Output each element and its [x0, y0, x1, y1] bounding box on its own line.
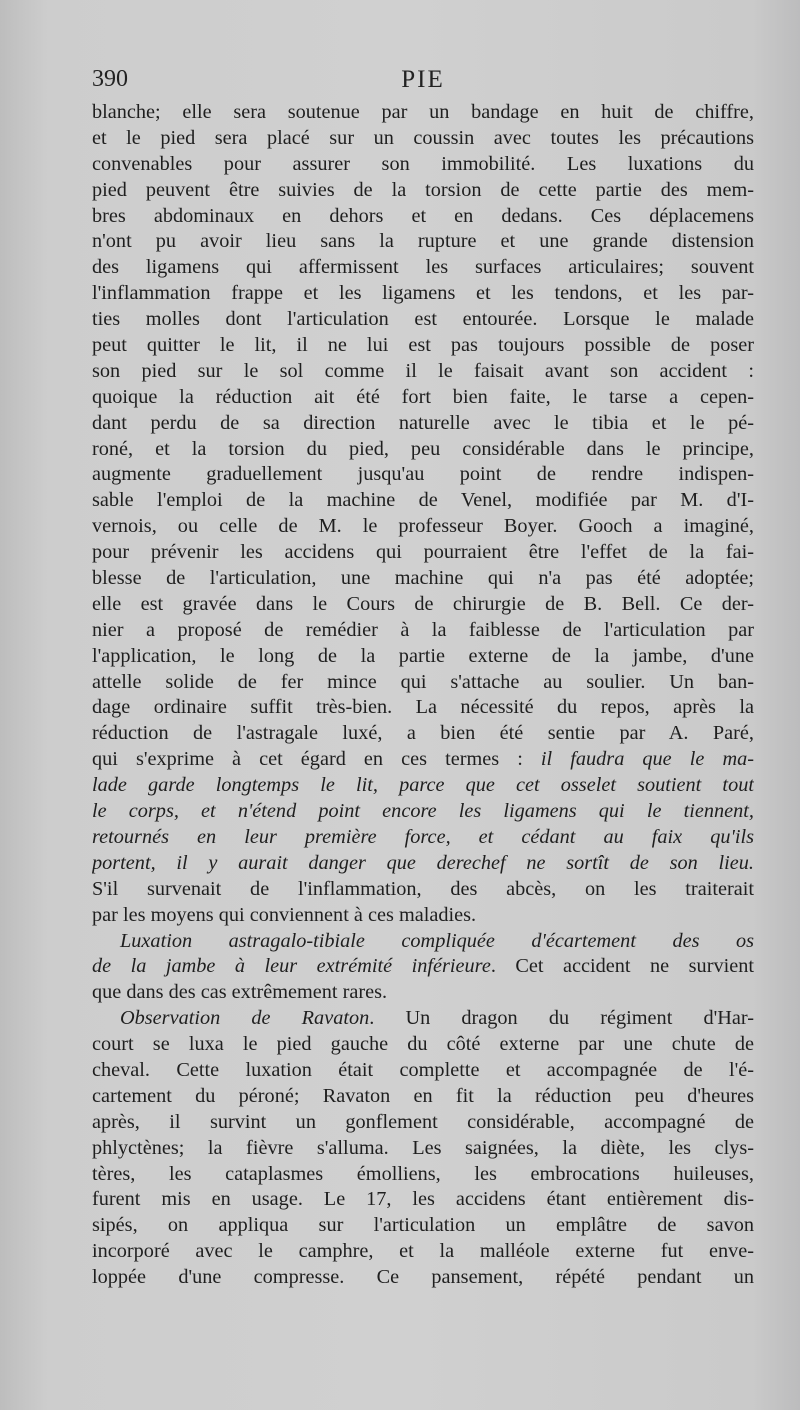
text-run: blanche; elle sera soutenue par un bandage en huit de chiffre, [92, 101, 754, 123]
text-run: peut quitter le lit, il ne lui est pas toujours possible de poser [92, 334, 754, 357]
text-run: nier a proposé de remédier à la faiblesse de l'articulation par [92, 618, 754, 641]
text-run: vernois, ou celle de M. le professeur Boyer. Gooch a imaginé, [92, 515, 754, 538]
text-line [92, 333, 754, 359]
text-run: attelle solide de fer mince qui s'attache au soulier. Un ban- [92, 670, 754, 693]
text-line [92, 514, 754, 540]
text-run: phlyctènes; la fièvre s'alluma. Les saignées, la diète, les clys- [92, 1136, 754, 1159]
text-run: quoique la réduction ait été fort bien faite, le tarse a cepen- [92, 385, 754, 408]
text-line [92, 980, 754, 1006]
body-text [92, 100, 754, 1291]
text-run: que dans des cas extrêmement rares. [92, 981, 388, 1004]
text-run: furent mis en usage. Le 17, les accidens étant entièrement dis- [92, 1188, 754, 1211]
text-line [92, 644, 754, 670]
italic-text: le corps, et n'étend point encore les ligamens qui le tiennent, [92, 800, 754, 823]
text-line [92, 1110, 754, 1136]
text-line [92, 877, 754, 903]
text-line [92, 566, 754, 592]
text-line [92, 462, 754, 488]
text-line [92, 721, 754, 747]
text-run: S'il survenait de l'inflammation, des abcès, on les traiterait [92, 877, 754, 900]
text-line [92, 229, 754, 255]
italic-text: Observation de Ravaton [120, 1007, 370, 1030]
text-run: roné, et la torsion du pied, peu considérable dans le principe, [92, 437, 754, 460]
text-line [92, 281, 754, 307]
text-line [92, 799, 754, 825]
text-line [92, 618, 754, 644]
text-run: augmente graduellement jusqu'au point de rendre indispen- [92, 463, 754, 486]
text-line [92, 1136, 754, 1162]
text-run: . Un dragon du régiment d'Har- [369, 1007, 754, 1030]
running-title: PIE [401, 66, 445, 93]
text-run: pied peuvent être suivies de la torsion de cette partie des mem- [92, 178, 754, 201]
text-run: cartement du péroné; Ravaton en fit la réduction peu d'heures [92, 1084, 754, 1107]
text-line [92, 1084, 754, 1110]
text-run: des ligamens qui affermissent les surfaces articulaires; souvent [92, 256, 754, 279]
text-line [92, 670, 754, 696]
text-line [92, 903, 754, 929]
text-line [92, 411, 754, 437]
text-line [92, 488, 754, 514]
text-line [92, 1058, 754, 1084]
text-run: dant perdu de sa direction naturelle avec le tibia et le pé- [92, 411, 754, 434]
text-line [92, 773, 754, 799]
text-line [92, 1239, 754, 1265]
text-run: sipés, on appliqua sur l'articulation un emplâtre de savon [92, 1214, 754, 1237]
text-run: et le pied sera placé sur un coussin avec toutes les précautions [92, 126, 754, 149]
text-line [92, 385, 754, 411]
text-line [92, 1032, 754, 1058]
italic-text: il faudra que le ma- [540, 748, 754, 771]
text-line [92, 851, 754, 877]
text-run: incorporé avec le camphre, et la malléole externe fut enve- [92, 1240, 754, 1263]
italic-text: lade garde longtemps le lit, parce que cet osselet soutient tout [92, 774, 754, 797]
text-run: cheval. Cette luxation était complette et accompagnée de l'é- [92, 1058, 754, 1081]
text-run: elle est gravée dans le Cours de chirurgie de B. Bell. Ce der- [92, 592, 754, 615]
text-run: l'inflammation frappe et les ligamens et les tendons, et les par- [92, 282, 754, 305]
text-run: . Cet accident ne survient [490, 955, 754, 978]
text-run: pour prévenir les accidens qui pourraient être l'effet de la fai- [92, 541, 754, 564]
text-run: ties molles dont l'articulation est entourée. Lorsque le malade [92, 308, 754, 331]
text-line [92, 178, 754, 204]
text-line [92, 1187, 754, 1213]
text-run: convenables pour assurer son immobilité. Les luxations du [92, 152, 754, 175]
text-line [92, 1162, 754, 1188]
text-line [92, 695, 754, 721]
text-line [92, 255, 754, 281]
italic-text: retournés en leur première force, et cédant au faix qu'ils [92, 825, 754, 848]
text-run: loppée d'une compresse. Ce pansement, répété pendant un [92, 1266, 754, 1289]
text-run: réduction de l'astragale luxé, a bien été sentie par A. Paré, [92, 722, 754, 745]
text-line [92, 1213, 754, 1239]
page-number: 390 [92, 66, 128, 92]
text-line [92, 359, 754, 385]
text-run: dage ordinaire suffit très-bien. La nécessité du repos, après la [92, 696, 754, 719]
text-line [92, 954, 754, 980]
text-run: par les moyens qui conviennent à ces maladies. [92, 903, 477, 926]
text-line [92, 747, 754, 773]
italic-text: portent, il y aurait danger que derechef ne sortît de son lieu. [92, 851, 754, 874]
text-line [92, 1265, 754, 1291]
text-line [92, 126, 754, 152]
text-line [92, 1006, 754, 1032]
text-run: bres abdominaux en dehors et en dedans. Ces déplacemens [92, 204, 754, 227]
text-line [92, 592, 754, 618]
text-run: l'application, le long de la partie externe de la jambe, d'une [92, 644, 754, 667]
text-run: sable l'emploi de la machine de Venel, modifiée par M. d'I- [92, 489, 754, 512]
italic-text: Luxation astragalo-tibiale compliquée d'écartement des os [120, 929, 754, 952]
text-line [92, 100, 754, 126]
text-line [92, 929, 754, 955]
text-run: tères, les cataplasmes émolliens, les embrocations huileuses, [92, 1162, 754, 1185]
text-run: après, il survint un gonflement considérable, accompagné de [92, 1110, 754, 1133]
text-run: son pied sur le sol comme il le faisait avant son accident : [92, 359, 754, 382]
text-line [92, 437, 754, 463]
text-run: qui s'exprime à cet égard en ces termes : [92, 748, 541, 771]
text-run: court se luxa le pied gauche du côté externe par une chute de [92, 1033, 754, 1056]
text-line [92, 152, 754, 178]
text-line [92, 307, 754, 333]
text-run: n'ont pu avoir lieu sans la rupture et une grande distension [92, 230, 754, 253]
running-head [92, 66, 754, 100]
italic-text: de la jambe à leur extrémité inférieure [92, 955, 491, 978]
text-line [92, 825, 754, 851]
text-run: blesse de l'articulation, une machine qui n'a pas été adoptée; [92, 567, 754, 590]
text-line [92, 204, 754, 230]
text-line [92, 540, 754, 566]
